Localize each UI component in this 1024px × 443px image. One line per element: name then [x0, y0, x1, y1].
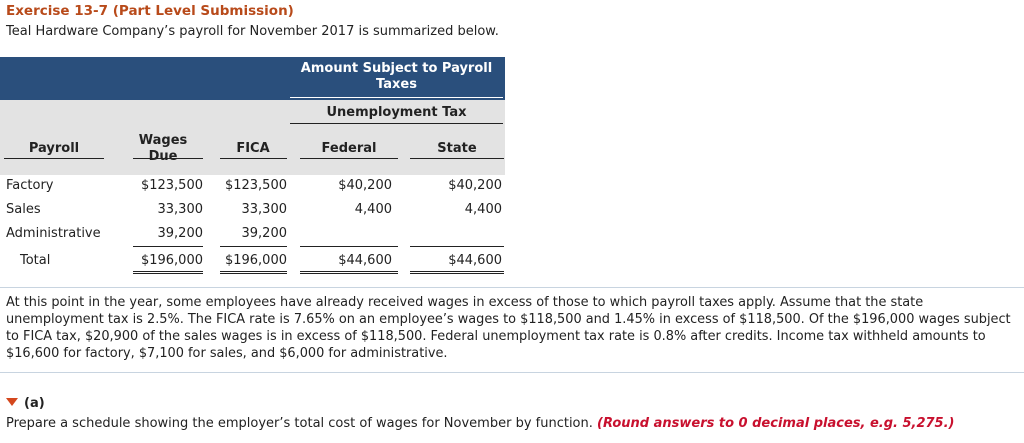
total-rule [133, 271, 203, 272]
total-label: Total [20, 253, 51, 268]
row-fica: 33,300 [241, 202, 287, 217]
part-a-label: (a) [24, 396, 45, 411]
col-payroll-rule [4, 158, 104, 159]
total-rule [300, 271, 398, 272]
row-wages: 33,300 [157, 202, 203, 217]
part-a-prompt [6, 416, 955, 431]
total-rule [133, 273, 203, 274]
total-rule [300, 273, 398, 274]
total-wages: $196,000 [140, 253, 203, 268]
col-federal-rule [300, 158, 398, 159]
amount-subject-header: Amount Subject to Payroll Taxes [300, 61, 493, 92]
section-divider [0, 287, 1024, 288]
row-wages: 39,200 [157, 226, 203, 241]
subtotal-rule [300, 246, 398, 247]
section-divider [0, 372, 1024, 373]
col-state-header: State [437, 141, 477, 156]
header-rule [290, 97, 503, 98]
exercise-title: Exercise 13-7 (Part Level Submission) [6, 3, 294, 19]
row-federal: 4,400 [354, 202, 392, 217]
col-federal-header: Federal [321, 141, 377, 156]
total-rule [220, 273, 287, 274]
prompt-text: Prepare a schedule showing the employer’s total cost of wages for November by function. [6, 416, 593, 431]
part-a-toggle[interactable] [6, 396, 45, 411]
total-rule [410, 273, 504, 274]
problem-paragraph: At this point in the year, some employees have already received wages in excess of those to which payroll taxes apply. Assume that the state unemployment tax is 2.5%. The FICA rate is 7.65% on an employee’s wages to $118,500 and 1.45% in excess of $118,500. Of the $196,000 wages subject to FICA tax, $20,900 of the sales wages is in excess of $118,500. Federal unemployment tax rate is 0.8% after credits. Income tax withheld amounts to $16,600 for factory, $7,100 for sales, and $6,000 for administrative. [6, 295, 1011, 361]
row-state: 4,400 [464, 202, 502, 217]
row-wages: $123,500 [140, 178, 203, 193]
col-wages-due-header: Wages Due [138, 133, 188, 164]
row-label: Factory [6, 178, 54, 193]
total-rule [410, 271, 504, 272]
subtotal-rule [410, 246, 504, 247]
col-fica-header: FICA [236, 141, 270, 156]
collapse-triangle-icon[interactable] [6, 398, 18, 406]
unemployment-tax-header: Unemployment Tax [326, 105, 467, 120]
total-rule [220, 271, 287, 272]
subtotal-rule [220, 246, 287, 247]
row-federal: $40,200 [338, 178, 392, 193]
total-state: $44,600 [448, 253, 502, 268]
subtotal-rule [133, 246, 203, 247]
total-fica: $196,000 [224, 253, 287, 268]
total-federal: $44,600 [338, 253, 392, 268]
rounding-note: (Round answers to 0 decimal places, e.g. 5,275.) [597, 416, 955, 431]
exercise-intro: Teal Hardware Company’s payroll for November 2017 is summarized below. [6, 24, 499, 39]
col-fica-rule [220, 158, 287, 159]
row-label: Sales [6, 202, 41, 217]
payroll-table [0, 57, 505, 277]
col-wages-rule [133, 158, 203, 159]
row-state: $40,200 [448, 178, 502, 193]
col-state-rule [410, 158, 504, 159]
row-fica: $123,500 [224, 178, 287, 193]
unemployment-rule [290, 123, 503, 124]
col-payroll-header: Payroll [28, 141, 80, 156]
row-label: Administrative [6, 226, 101, 241]
row-fica: 39,200 [241, 226, 287, 241]
